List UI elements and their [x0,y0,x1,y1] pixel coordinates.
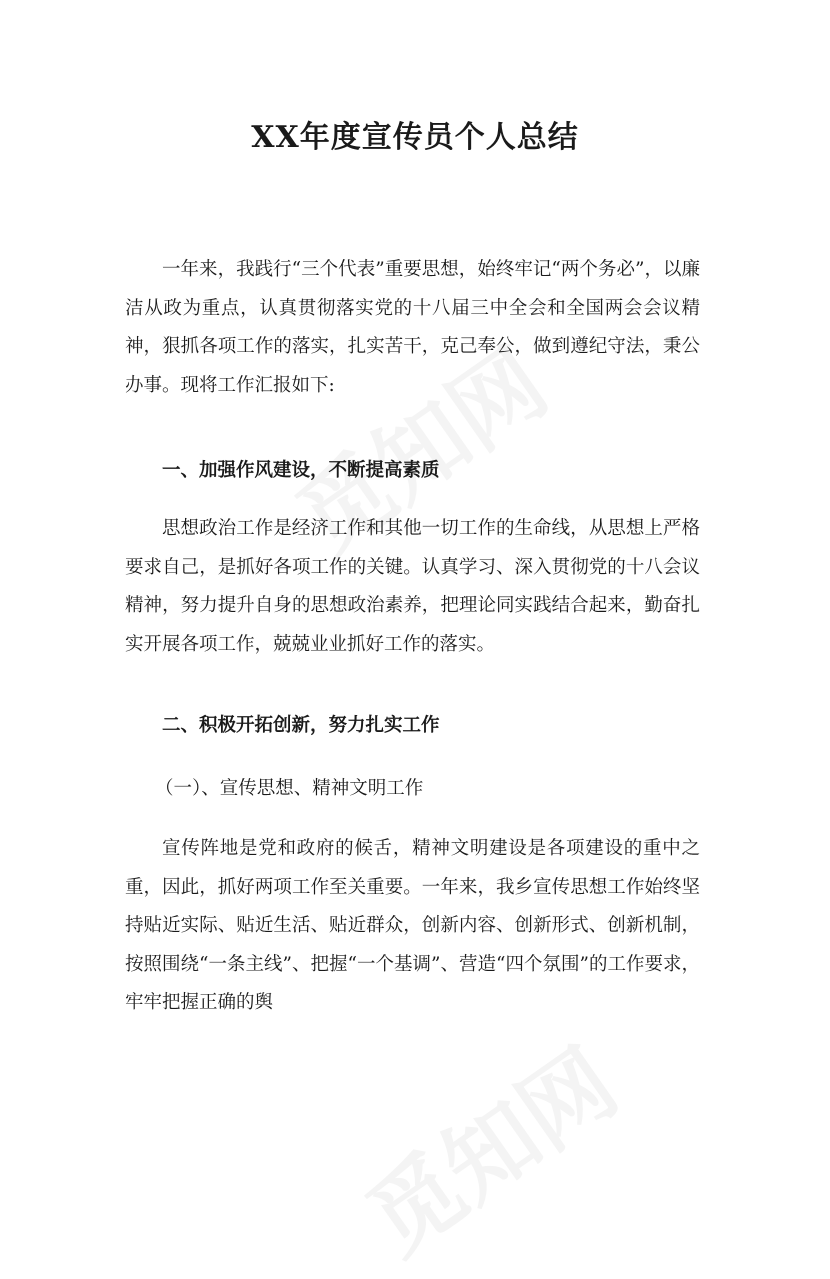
intro-paragraph: 一年来，我践行“三个代表”重要思想，始终牢记“两个务必”，以廉洁从政为重点，认真贯彻落实党的十八届三中全会和全国两会会议精神，狠抓各项工作的落实，扎实苦干，克己奉公，做到遵纪守法，秉公办事。现将工作汇报如下: [125,259,700,396]
section-2-heading: 二、积极开拓创新，努力扎实工作 [162,715,440,736]
section-2-subheading: （一）、宣传思想、精神文明工作 [155,778,424,799]
document-title: XX年度宣传员个人总结 [251,120,579,155]
section-2-paragraph: 宣传阵地是党和政府的候舌，精神文明建设是各项建设的重中之重，因此，抓好两项工作至关重要。一年来，我乡宣传思想工作始终坚持贴近实际、贴近生活、贴近群众，创新内容、创新形式、创新机制，按照围绕“一条主线”、把握“一个基调”、营造“四个氛围”的工作要求，牢牢把握正确的舆 [125,838,700,1013]
section-1-paragraph: 思想政治工作是经济工作和其他一切工作的生命线，从思想上严格要求自己，是抓好各项工作的关键。认真学习、深入贯彻党的十八会议精神，努力提升自身的思想政治素养，把理论同实践结合起来，勤奋扎实开展各项工作，兢兢业业抓好工作的落实。 [125,518,700,655]
section-1-heading: 一、加强作风建设，不断提高素质 [162,460,440,481]
watermark [337,1013,639,1279]
